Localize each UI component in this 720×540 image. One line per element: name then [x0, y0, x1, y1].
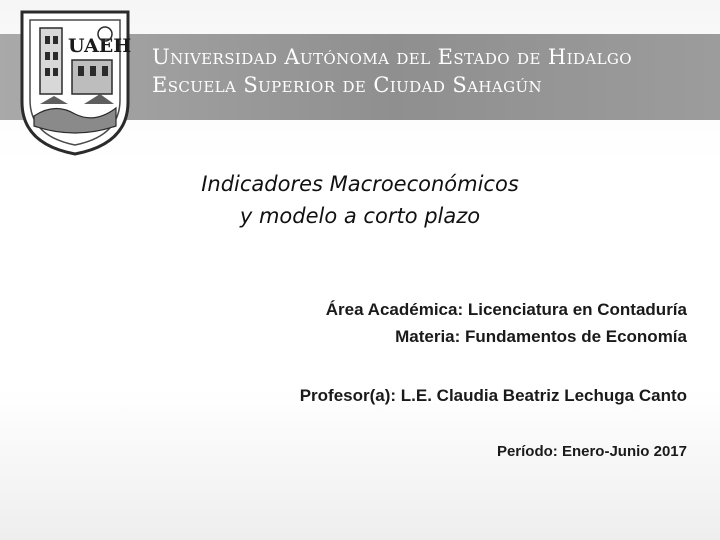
professor-text: Profesor(a): L.E. Claudia Beatriz Lechuga Canto [299, 386, 687, 405]
subject-text: Materia: Fundamentos de Economía [395, 327, 687, 346]
presentation-title [100, 168, 620, 232]
period-text: Período: Enero-Junio 2017 [496, 443, 687, 460]
seal-building [72, 60, 112, 94]
university-name: Universidad Autónoma del Estado de Hidalgo [152, 45, 633, 69]
uaeh-seal-logo [10, 4, 140, 156]
title-line-2: y modelo a corto plazo [239, 204, 481, 228]
school-name: Escuela Superior de Ciudad Sahagún [152, 73, 543, 97]
title-line-1: Indicadores Macroeconómicos [201, 172, 519, 196]
academic-area-text: Área Académica: Licenciatura en Contaduría [325, 300, 687, 319]
seal-tower [40, 28, 62, 94]
svg-text:UAEH: UAEH [68, 35, 132, 57]
